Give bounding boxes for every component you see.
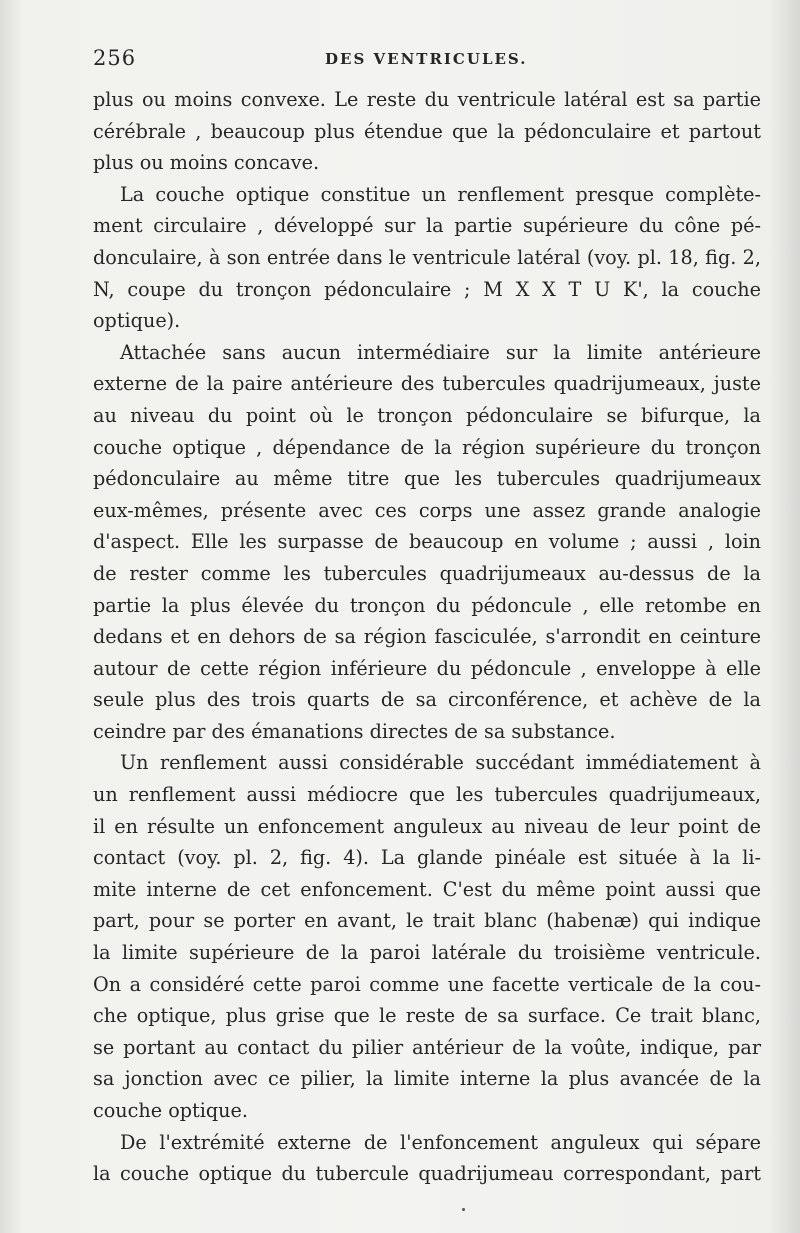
page-header bbox=[93, 46, 761, 72]
text-line: partie la plus élevée du tronçon du pédoncule , elle retombe en bbox=[93, 593, 761, 617]
text-line: un renflement aussi médiocre que les tubercules quadrijumeaux, bbox=[93, 783, 761, 807]
text-line: la couche optique du tubercule quadrijumeau correspondant, part bbox=[93, 1162, 761, 1186]
text-line: de rester comme les tubercules quadrijumeaux au-dessus de la bbox=[93, 561, 761, 585]
text-line: se portant au contact du pilier antérieur de la voûte, indique, par bbox=[93, 1035, 761, 1059]
text-line: il en résulte un enfoncement anguleux au niveau de leur point de bbox=[93, 814, 761, 838]
text-line: donculaire, à son entrée dans le ventricule latéral (voy. pl. 18, fig. 2, bbox=[93, 245, 761, 269]
text-line: plus ou moins concave. bbox=[93, 151, 320, 175]
text-line: part, pour se porter en avant, le trait blanc (habenæ) qui indique bbox=[93, 909, 761, 933]
text-line: Attachée sans aucun intermédiaire sur la limite antérieure bbox=[120, 340, 761, 364]
text-line: seule plus des trois quarts de sa circonférence, et achève de la bbox=[93, 688, 761, 712]
text-line: cérébrale , beaucoup plus étendue que la pédonculaire et partout bbox=[93, 119, 761, 143]
text-line: che optique, plus grise que le reste de sa surface. Ce trait blanc, bbox=[93, 1004, 761, 1028]
text-line: optique). bbox=[93, 309, 181, 333]
running-head: DES VENTRICULES. bbox=[325, 50, 528, 68]
text-line: plus ou moins convexe. Le reste du ventricule latéral est sa partie bbox=[93, 88, 761, 111]
text-line: autour de cette région inférieure du pédoncule , enveloppe à elle bbox=[93, 656, 761, 680]
page-number: 256 bbox=[93, 46, 137, 70]
text-line: De l'extrémité externe de l'enfoncement anguleux qui sépare bbox=[120, 1130, 761, 1154]
text-line: ment circulaire , développé sur la partie supérieure du cône pé- bbox=[93, 214, 761, 238]
body-text bbox=[93, 84, 761, 1190]
text-line: dedans et en dehors de sa région fasciculée, s'arrondit en ceinture bbox=[93, 625, 761, 649]
text-line: mite interne de cet enfoncement. C'est du même point aussi que bbox=[93, 877, 761, 901]
text-line: On a considéré cette paroi comme une facette verticale de la cou- bbox=[93, 972, 761, 996]
text-line: la limite supérieure de la paroi latérale du troisième ventricule. bbox=[93, 941, 761, 965]
text-line: externe de la paire antérieure des tubercules quadrijumeaux, juste bbox=[93, 372, 761, 396]
text-line: couche optique. bbox=[93, 1099, 248, 1122]
text-line: La couche optique constitue un renflement presque complète- bbox=[120, 182, 761, 206]
text-line: sa jonction avec ce pilier, la limite interne la plus avancée de la bbox=[93, 1067, 761, 1091]
text-line: contact (voy. pl. 2, fig. 4). La glande pinéale est située à la li- bbox=[93, 846, 761, 870]
text-line: ceindre par des émanations directes de sa substance. bbox=[93, 719, 616, 743]
text-line: N, coupe du tronçon pédonculaire ; M X X T U K', la couche bbox=[93, 277, 761, 301]
text-line: pédonculaire au même titre que les tubercules quadrijumeaux bbox=[93, 467, 761, 491]
paper-speck bbox=[462, 1208, 465, 1211]
text-line: couche optique , dépendance de la région supérieure du tronçon bbox=[93, 435, 761, 459]
text-line: au niveau du point où le tronçon pédonculaire se bifurque, la bbox=[93, 403, 761, 427]
text-line: d'aspect. Elle les surpasse de beaucoup en volume ; aussi , loin bbox=[93, 530, 761, 554]
text-line: eux-mêmes, présente avec ces corps une assez grande analogie bbox=[93, 498, 761, 522]
text-line: Un renflement aussi considérable succédant immédiatement à bbox=[120, 751, 761, 775]
